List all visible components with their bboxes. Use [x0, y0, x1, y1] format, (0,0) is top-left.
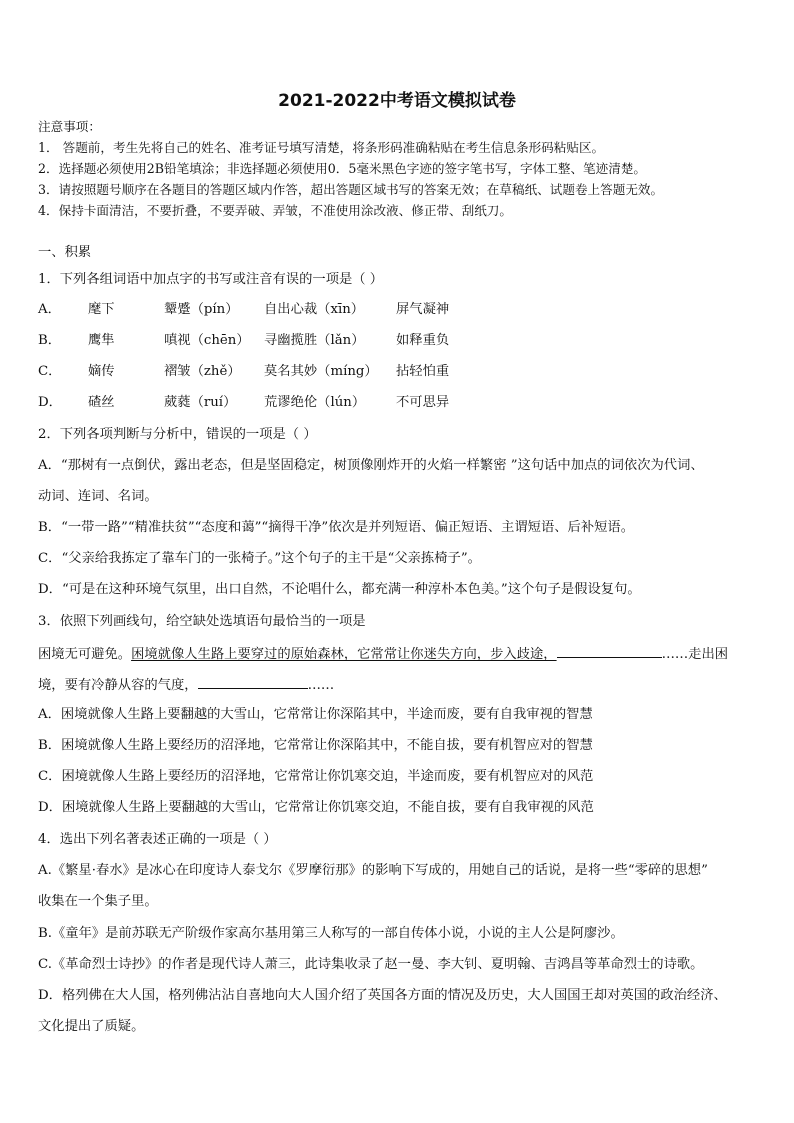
q3-passage-line1: 困境无可避免。困境就像人生路上要穿过的原始森林，它常常让你迷失方向，步入歧途， ……走出困: [38, 647, 729, 662]
q2-option-b: B．“一带一路”“精准扶贫”“态度和蔼”“摘得干净”依次是并列短语、偏正短语、主谓短语、后补短语。: [38, 520, 635, 535]
answer-blank: [557, 645, 662, 658]
q4-option-a: A.《繁星·春水》是冰心在印度诗人泰戈尔《罗摩衍那》的影响下写成的，用她自己的话说，是将一些“零碎的思想”: [38, 863, 708, 878]
q3-option-b: B．困境就像人生路上要经历的沼泽地，它常常让你深陷其中，不能自拔，要有机智应对的智慧: [38, 738, 593, 753]
notice-item-3: 3．请按照题号顺序在各题目的答题区域内作答，超出答题区域书写的答案无效；在草稿纸、试题卷上答题无效。: [38, 182, 664, 197]
q1-option-a: A． 麾下 颦蹙（pín） 自出心裁（xīn） 屏气凝神: [38, 302, 450, 317]
answer-blank: [198, 676, 308, 689]
q4-stem: 4．选出下列名著表述正确的一项是（ ）: [38, 832, 277, 847]
q2-stem: 2．下列各项判断与分析中，错误的一项是（ ）: [38, 427, 317, 442]
notice-item-1: 1． 答题前，考生先将自己的姓名、准考证号填写清楚，将条形码准确粘贴在考生信息条形码粘贴区。: [38, 140, 605, 155]
q3-stem: 3．依照下列画线句，给空缺处选填语句最恰当的一项是: [38, 614, 366, 629]
q2-option-a: A．“那树有一点倒伏，露出老态，但是坚固稳定，树顶像刚炸开的火焰一样繁密 ”这句话中加点的词依次为代词、: [38, 458, 704, 473]
q3-passage-line2: 境，要有冷静从容的气度， ……: [38, 678, 335, 693]
q3-option-d: D．困境就像人生路上要翻越的大雪山，它常常让你饥寒交迫，不能自拔，要有自我审视的风范: [38, 800, 594, 815]
page-title: 2021-2022中考语文模拟试卷: [278, 91, 516, 111]
q4-option-d: D．格列佛在大人国，格列佛沾沾自喜地向大人国介绍了英国各方面的情况及历史，大人国国王却对英国的政治经济、: [38, 988, 727, 1003]
q4-option-a-cont: 收集在一个集子里。: [38, 894, 158, 909]
q1-option-c: C． 嫡传 褶皱（zhě） 莫名其妙（míng） 拈轻怕重: [38, 364, 450, 379]
q4-option-c: C.《革命烈士诗抄》的作者是现代诗人萧三，此诗集收录了赵一曼、李大钊、夏明翰、吉鸿昌等革命烈士的诗歌。: [38, 957, 704, 972]
q2-option-a-cont: 动词、连词、名词。: [38, 489, 158, 504]
q2-option-d: D．“可是在这种环境气氛里，出口自然，不论唱什么，都充满一种淳朴本色美。”这个句子是假设复句。: [38, 582, 641, 597]
notice-heading: 注意事项：: [38, 119, 101, 134]
q3-option-c: C．困境就像人生路上要经历的沼泽地，它常常让你饥寒交迫，半途而废，要有机智应对的风范: [38, 769, 594, 784]
q1-stem: 1．下列各组词语中加点字的书写或注音有误的一项是（ ）: [38, 272, 384, 287]
q1-option-d: D． 碴丝 葳蕤（ruí） 荒谬绝伦（lún） 不可思异: [38, 395, 450, 410]
q4-option-b: B.《童年》是前苏联无产阶级作家高尔基用第三人称写的一部自传体小说，小说的主人公是阿廖沙。: [38, 926, 624, 941]
notice-item-2: 2．选择题必须使用2B铅笔填涂；非选择题必须使用0．5毫米黑色字迹的签字笔书写，字体工整、笔迹清楚。: [38, 161, 647, 176]
q2-option-c: C．“父亲给我拣定了靠车门的一张椅子。”这个句子的主干是“父亲拣椅子”。: [38, 551, 481, 566]
underlined-sentence: 困境就像人生路上要穿过的原始森林，它常常让你迷失方向，步入歧途，: [131, 647, 557, 662]
q3-option-a: A．困境就像人生路上要翻越的大雪山，它常常让你深陷其中，半途而废，要有自我审视的智慧: [38, 707, 593, 722]
notice-item-4: 4．保持卡面清洁，不要折叠，不要弄破、弄皱，不准使用涂改液、修正带、刮纸刀。: [38, 203, 512, 218]
q1-option-b: B． 鹰隼 嗔视（chēn） 寻幽揽胜（lǎn） 如释重负: [38, 333, 450, 348]
q4-option-d-cont: 文化提出了质疑。: [38, 1019, 145, 1034]
section-heading: 一、积累: [38, 245, 92, 260]
